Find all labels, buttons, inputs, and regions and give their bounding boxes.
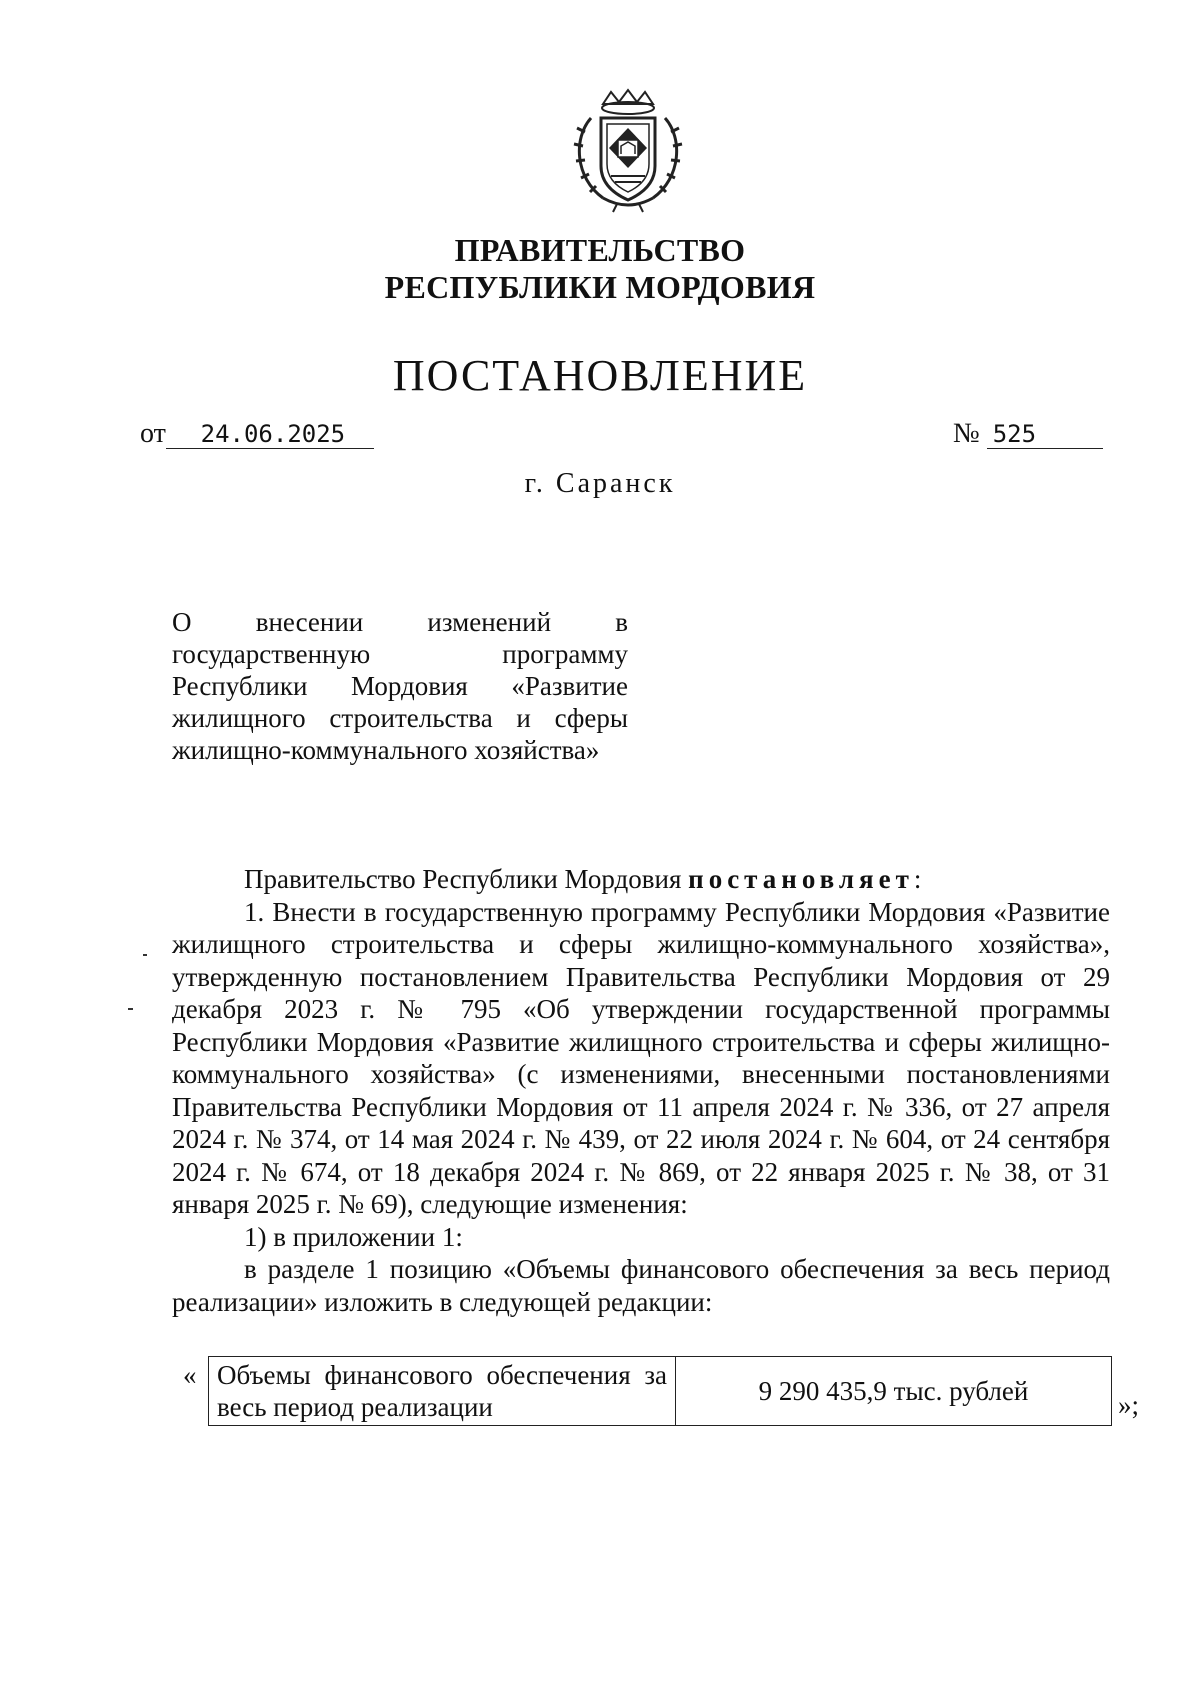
city-line: г. Саранск	[524, 468, 676, 499]
document-subject: О внесении изменений в государственную программу Республики Мордовия «Развитие жилищного строительства и сферы жилищно-коммунального хозяйства»	[172, 607, 628, 765]
number-field	[953, 418, 1103, 450]
amendment-value-cell: 9 290 435,9 тыс. рублей	[676, 1357, 1112, 1426]
paragraph-3: в разделе 1 позицию «Объемы финансового обеспечения за весь период реализации» изложить в следующей редакции:	[172, 1254, 1110, 1317]
paragraph-2: 1) в приложении 1:	[244, 1221, 463, 1252]
intro-verb: постановляет	[688, 864, 914, 894]
document-type-title: ПОСТАНОВЛЕНИЕ	[392, 351, 808, 400]
number-prefix: №	[953, 418, 980, 449]
document-body	[172, 863, 1110, 1318]
date-prefix: от	[140, 418, 166, 449]
coat-of-arms-emblem	[563, 88, 693, 214]
table-row	[209, 1357, 1112, 1426]
intro-colon: :	[913, 864, 922, 894]
amendment-label-cell: Объемы финансового обеспечения за весь период реализации	[209, 1357, 676, 1426]
amendment-close-quote: »;	[1118, 1390, 1140, 1420]
document-date: 24.06.2025	[166, 420, 374, 449]
paragraph-1: 1. Внести в государственную программу Республики Мордовия «Развитие жилищного строительства и сферы жилищно-коммунального хозяйства», утвержденную постановлением Правительства Республики Мордовия от 29 декабря 2023 г. № 795 «Об утверждении государственной программы Республики Мордовия «Развитие жилищного строительства и сферы жилищно-коммунального хозяйства» (с изменениями, внесенными постановлениями Правительства Республики Мордовия от 11 апреля 2024 г. № 336, от 27 апреля 2024 г. № 374, от 14 мая 2024 г. № 439, от 22 июля 2024 г. № 604, от 24 сентября 2024 г. № 674, от 18 декабря 2024 г. № 869, от 22 января 2025 г. № 38, от 31 января 2025 г. № 69), следующие изменения:	[172, 896, 1110, 1219]
intro-text: Правительство Республики Мордовия	[244, 864, 682, 894]
organization-name-line2: РЕСПУБЛИКИ МОРДОВИЯ	[384, 269, 816, 305]
amendment-table	[208, 1356, 1112, 1426]
margin-mark	[128, 1008, 133, 1010]
document-number: 525	[987, 420, 1103, 449]
organization-name-line1: ПРАВИТЕЛЬСТВО	[454, 232, 746, 268]
intro-paragraph	[172, 863, 1110, 896]
date-field	[140, 418, 374, 450]
amendment-open-quote: «	[183, 1360, 197, 1390]
margin-mark	[143, 954, 147, 956]
